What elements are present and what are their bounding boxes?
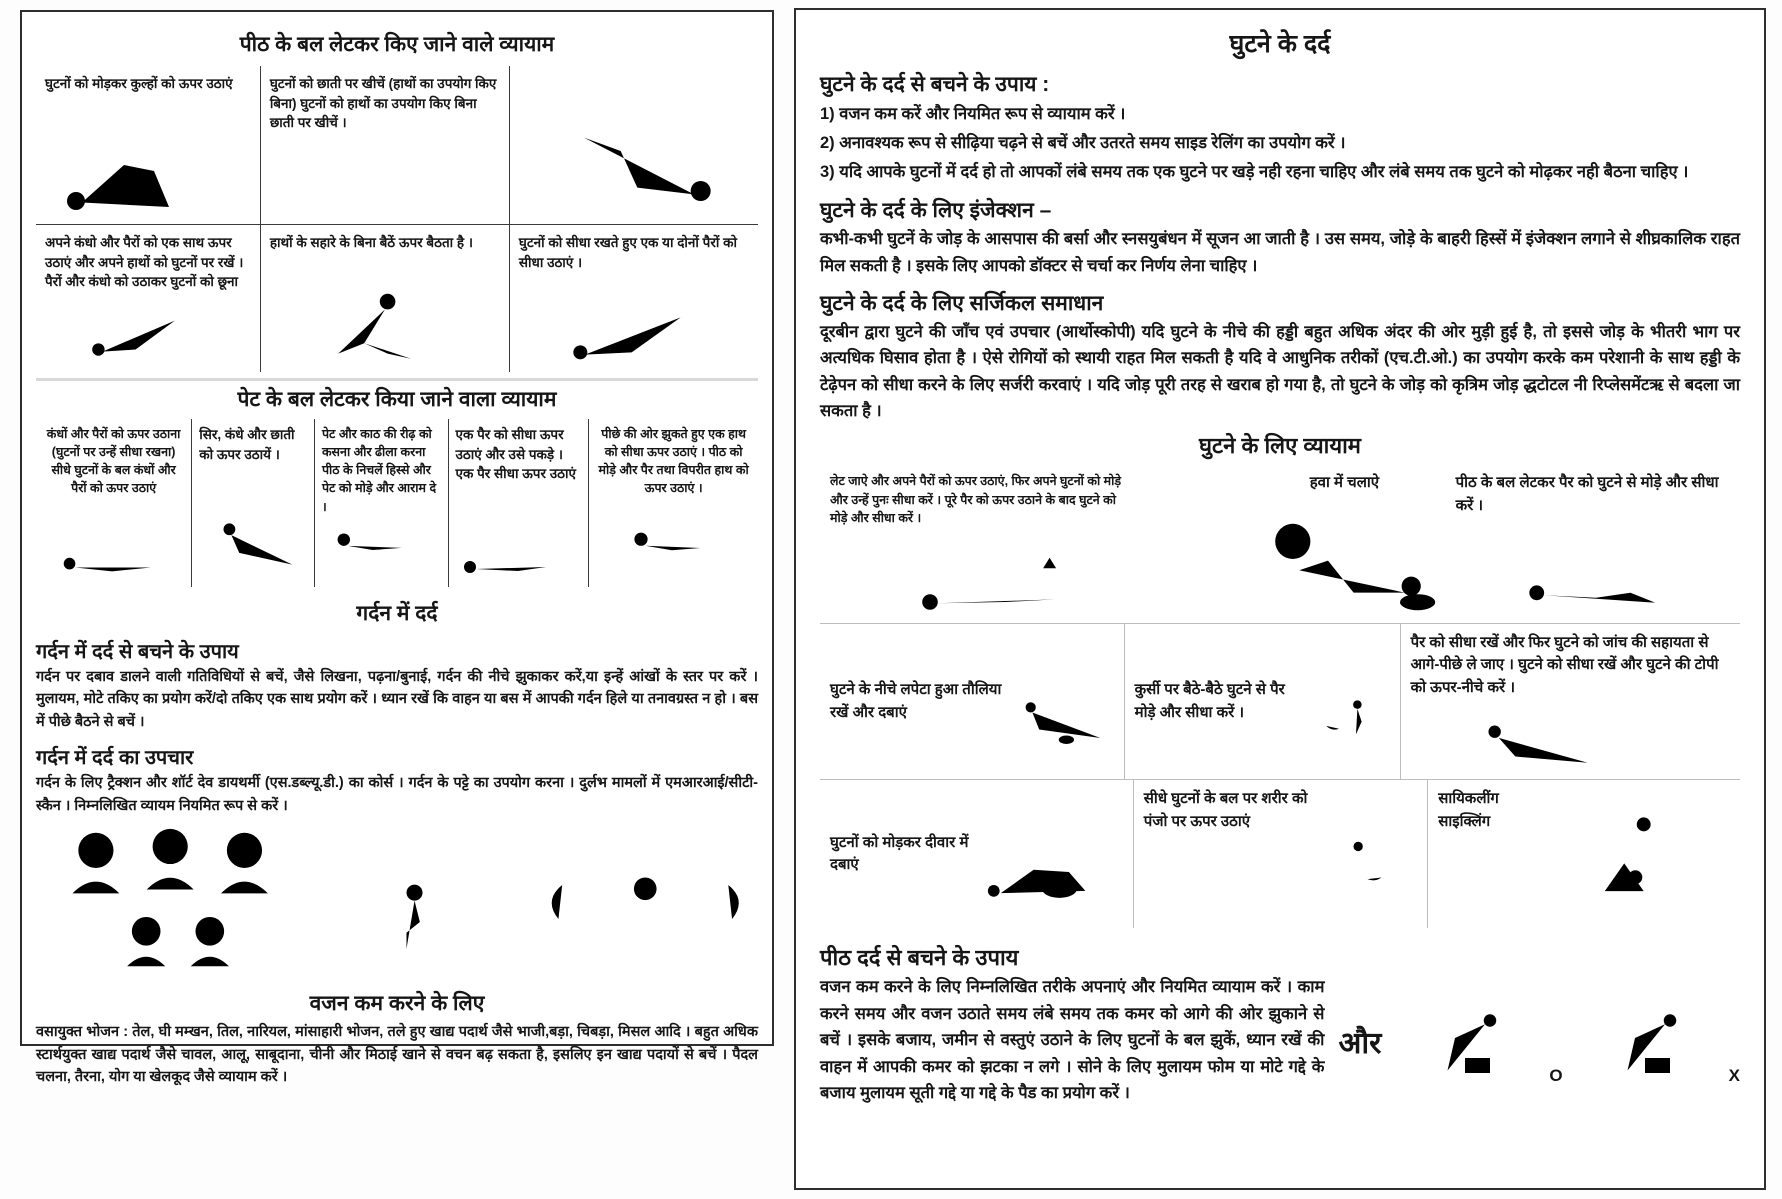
neck-stretch-illustrations xyxy=(36,823,319,979)
exercise-caption: कंधों और पैरों को ऊपर उठाना (घुटनों पर उन्हें सीधा रखना) सीधे घुटनों के बल कंधों और पैरों को ऊपर उठाएं xyxy=(46,427,181,496)
exercise-cell xyxy=(314,419,448,587)
superman-illustration xyxy=(44,523,184,581)
exercise-cell xyxy=(191,419,314,587)
exercise-cell xyxy=(588,419,758,587)
knee-exercise-grid xyxy=(820,464,1740,928)
knee-exercise-row xyxy=(820,464,1740,622)
wrong-mark: X xyxy=(1728,1066,1740,1086)
weight-loss-title: वजन कम करने के लिए xyxy=(309,992,485,1016)
exercise-cell xyxy=(509,224,758,372)
exercise-caption: हवा में चलाऐ xyxy=(1309,474,1380,492)
correct-lifting-figure xyxy=(1395,1000,1562,1086)
exercise-cell xyxy=(1400,624,1740,780)
cobra-illustration xyxy=(194,509,312,581)
air-cycling-illustration xyxy=(1244,519,1444,615)
exercise-caption: कुर्सी पर बैठे-बैठे घुटने से पैर मोड़े और सीधा करें । xyxy=(1134,681,1285,721)
shoulder-leg-raise-illustration xyxy=(58,302,238,364)
wall-knee-press-illustration xyxy=(982,810,1123,920)
neck-exercise-illustrations xyxy=(36,823,758,979)
knee-pain-title: घुटने के दर्द xyxy=(1229,30,1331,58)
exercise-cell xyxy=(36,66,260,224)
back-pain-heading: पीठ दर्द से बचने के उपाय xyxy=(820,945,1019,971)
bent-lifting-illustration xyxy=(1395,1000,1545,1086)
chair-leg-extension-illustration xyxy=(1305,661,1390,771)
exercise-caption: घुटनों को छाती पर खीचें (हाथों का उपयोग किए बिना) घुटनों को हाथों का उपयोग किए बिना छाती पर खीचें । xyxy=(269,76,497,131)
exercise-caption: पैर को सीधा रखें और फिर घुटने को जांच की सहायता से आगे-पीछे ले जाए । घुटने को सीधा रखें और घुटने की टोपी को ऊपर-नीचे करें । xyxy=(1410,633,1719,696)
exercise-caption: घुटनों को मोड़कर दीवार में दबाएं xyxy=(830,833,969,874)
neck-treatment-text: गर्दन के लिए ट्रैक्शन और शॉर्ट देव डायथर्मी (एस.डब्ल्यू.डी.) का कोर्स । गर्दन के पट्टे का उपयोग करना । दुर्लभ मामलों में एमआरआई/सीटी-स्कैन । निम्नलिखित व्यायम नियमित रूप से करें । xyxy=(36,775,758,814)
bent-lifting-illustration xyxy=(1575,1000,1725,1086)
knee-avoid-item: 1) वजन कम करें और नियमित रूप से व्यायाम करें । xyxy=(820,105,1126,123)
prone-leg-raise-illustration xyxy=(451,521,585,581)
exercise-cell xyxy=(1124,624,1400,780)
knee-avoid-heading: घुटने के दर्द से बचने के उपाय : xyxy=(820,73,1050,96)
exercise-caption: सायिकलींग साइक्लिंग xyxy=(1438,790,1499,830)
exercise-cell xyxy=(36,419,191,587)
correct-mark: O xyxy=(1549,1066,1563,1086)
right-page xyxy=(794,8,1766,1190)
exercise-cell xyxy=(260,224,509,372)
exercise-caption: लेट जाऐ और अपने पैरों को ऊपर उठाएं, फिर अपने घुटनों को मोड़े और उन्हें पुनः सीधा करें । पूरे पैर को ऊपर उठाने के बाद घुटने को मोड़े और सीधा करें । xyxy=(830,474,1122,525)
exercise-cell xyxy=(36,224,260,372)
exercise-caption: एक पैर को सीधा ऊपर उठाएं और उसे पकड़े । एक पैर सीधा ऊपर उठाएं xyxy=(455,427,576,482)
knee-exercise-row xyxy=(820,623,1740,780)
neck-avoid-heading: गर्दन में दर्द से बचने के उपाय xyxy=(36,641,239,663)
arm-circles-illustration xyxy=(532,859,758,979)
bridge-exercise-illustration xyxy=(53,126,243,216)
exercise-cell xyxy=(820,780,1133,928)
exercise-caption: पीछे की ओर झुकते हुए एक हाथ को सीधा ऊपर उठाएं । पीठ को मोड़े और पैर तथा विपरीत हाथ को ऊपर उठाएं । xyxy=(598,427,749,496)
exercise-cell xyxy=(1446,464,1740,622)
neck-avoid-text: गर्दन पर दबाव डालने वाली गतिविधियों से बचें, जैसे लिखना, पढ़ना/बुनाई, गर्दन की नीचे झुकाकर करें,या इन्हें आंखों के स्तर पर करें । मुलायम, मोटे तकिए का प्रयोग करें/दो तकिए एक साथ प्रयोग करें । ध्यान रखें कि वाहन या बस में आपकी गर्दन हिले या तनावग्रस्त न हो । बस में पीछे बैठने से बचें । xyxy=(36,669,758,730)
situp-illustration xyxy=(295,286,475,364)
exercise-cell xyxy=(260,66,509,224)
bird-dog-illustration xyxy=(594,515,754,581)
back-pain-text: वजन कम करने के लिए निम्नलिखित तरीके अपनाएं और नियमित व्यायाम करें । काम करने समय और वजन उठाते समय लंबे समय तक कमर को आगे की ओर झुकाने से बचें । इसके बजाय, जमीन से वस्तुएं उठाने के लिए घुटनों के बल झुकें, ध्यान रखें की वाहन में आपकी कमर को झटका न लगे । सोने के लिए मुलायम फोम या मोटे गद्दे के बजाय मुलायम सूती गद्दे या गद्दे के पैड का प्रयोग करें । xyxy=(820,978,1325,1102)
wrong-lifting-figure xyxy=(1575,1000,1740,1086)
exercise-caption: पीठ के बल लेटकर पैर को घुटने से मोड़े और सीधा करें । xyxy=(1455,474,1719,514)
knee-exercises-title: घुटने के लिए व्यायाम xyxy=(1199,433,1361,459)
exercise-caption: हाथों के सहारे के बिना बैठें ऊपर बैठता है । xyxy=(269,235,473,250)
exercise-caption: पेट और काठ की रीढ़ को कसना और ढीला करना पीठ के निचलें हिस्से और पेट को मोड़े और आराम दे । xyxy=(321,427,437,514)
knee-surgical-heading: घुटने के दर्द के लिए सर्जिकल समाधान xyxy=(820,291,1104,315)
supine-exercises-title: पीठ के बल लेटकर किए जाने वाले व्यायाम xyxy=(239,33,555,56)
knee-injection-heading: घुटने के दर्द के लिए इंजेक्शन – xyxy=(820,199,1052,223)
all-fours-illustration xyxy=(319,519,443,581)
exercise-cell xyxy=(1133,780,1427,928)
knee-avoid-item: 3) यदि आपके घुटनों में दर्द हो तो आपकों लंबे समय तक एक घुटने पर खड़े नही रहना चाहिए और लंबे समय तक घुटने को मोढ़कर नही बैठना चाहिए । xyxy=(820,163,1689,182)
exercise-caption: घुटने के नीचे लपेटा हुआ तौलिया रखें और दबाएं xyxy=(830,681,1002,721)
knee-avoid-item: 2) अनावश्यक रूप से सीढ़िया चढ़ने से बचें और उतरते समय साइड रेलिंग का उपयोग करें । xyxy=(820,134,1346,153)
exercise-caption: अपने कंधो और पैरों को एक साथ ऊपर उठाएं और अपने हाथों को घुटनों पर रखें । पैरों और कंधो को उठाकर घुटनों को छूना xyxy=(45,235,244,290)
knee-surgical-text: दूरबीन द्वारा घुटने की जाँच एवं उपचार (आर्थोस्कोपी) यदि घुटने के नीचे की हड्डी बहुत अधिक अंदर की ओर मुड़ी हुई है, तो इससे जोड़ के भीतरी भाग पर अत्यधिक घिसाव होता है । ऐसे रोगियों को स्थायी राहत मिल सकती है यदि वे आधुनिक तरीकों (एच.टी.ओ.) का उपयोग करके कम परेशानी के साथ हड्डी के टेढ़ेपन को सीधा करने के लिए सर्जरी करवाएं । यदि जोड़ पूरी तरह से खराब हो गया है, तो घुटने के जोड़ को कृत्रिम जोड़ द्धटोटल नी रिप्लेसमेंटऋ से बदला जा सकता है । xyxy=(820,322,1740,421)
neck-pain-title: गर्दन में दर्द xyxy=(356,602,438,625)
left-page xyxy=(20,10,774,1086)
exercise-caption: घुटनों को सीधा रखते हुए एक या दोनों पैरों को सीधा उठाएं । xyxy=(518,235,737,270)
back-pain-section xyxy=(820,974,1740,1108)
exercise-cell xyxy=(820,464,1243,622)
knees-to-chest-illustration xyxy=(534,106,734,216)
weight-loss-text: वसायुक्त भोजन : तेल, घी मम्खन, तिल, नारियल, मांसाहारी भोजन, तले हुए खाद्य पदार्थ जैसे भाजी,बड़ा, चिबड़ा, मिसल आदि । बहुत अधिक स्टार्थयुक्त खाद्य पदार्थ जैसे चावल, आलू, साबूदाना, चीनी और मिठाई खाने से वचन बढ़ सकता है, इसलिए इन खाद्य पदायों से बचें । पैदल चलना, तैरना, योग या खेलकूद जैसे व्यायाम करें । xyxy=(36,1024,758,1086)
exercise-cell xyxy=(448,419,589,587)
straight-leg-raise-illustration xyxy=(534,294,734,364)
chair-arm-raise-illustration xyxy=(345,849,505,979)
exercise-cell xyxy=(1243,464,1445,622)
exercise-caption: सीधे घुटनों के बल पर शरीर को पंजो पर ऊपर उठाएं xyxy=(1143,790,1308,830)
supine-exercise-grid xyxy=(36,66,758,372)
exercise-bike-illustration xyxy=(1563,790,1730,920)
neck-tilt-two-poses-illustration xyxy=(78,909,278,979)
prone-knee-bend-illustration xyxy=(1456,541,1726,615)
lifting-posture-illustrations xyxy=(1395,1000,1740,1086)
section-divider xyxy=(36,378,758,381)
exercise-cell xyxy=(509,66,758,224)
towel-press-illustration xyxy=(1012,671,1114,771)
standing-chair-toe-raise-illustration xyxy=(1324,804,1417,920)
prone-exercises-title: पेट के बल लेटकर किया जाने वाला व्यायाम xyxy=(237,388,557,411)
knee-injection-text: कभी-कभी घुटनें के जोड़ के आसपास की बर्सा और स्नसयुबंधन में सूजन आ जाती है । उस समय, जोड़े के बाहरी हिस्सें में इंजेक्शन लगाने से शीघ्रकालिक राहत मिल सकती है । इसके लिए आपको डॉक्टर से चर्चा कर निर्णय लेना चाहिए । xyxy=(820,230,1740,275)
exercise-cell xyxy=(820,624,1124,780)
lying-leg-raise-illustration xyxy=(830,537,1160,615)
knee-exercise-row xyxy=(820,779,1740,928)
exercise-cell xyxy=(1427,780,1740,928)
neck-treatment-heading: गर्दन में दर्द का उपचार xyxy=(36,747,194,770)
prone-exercise-grid xyxy=(36,419,758,587)
exercise-caption: घुटनों को मोड़कर कुल्हों को ऊपर उठाएं xyxy=(45,76,233,91)
long-sitting-illustration xyxy=(1411,709,1661,771)
aur-label: और xyxy=(1338,1026,1382,1060)
exercise-caption: सिर, कंधे और छाती को ऊपर उठायें । xyxy=(199,427,295,462)
neck-stretch-three-poses-illustration xyxy=(38,823,318,909)
